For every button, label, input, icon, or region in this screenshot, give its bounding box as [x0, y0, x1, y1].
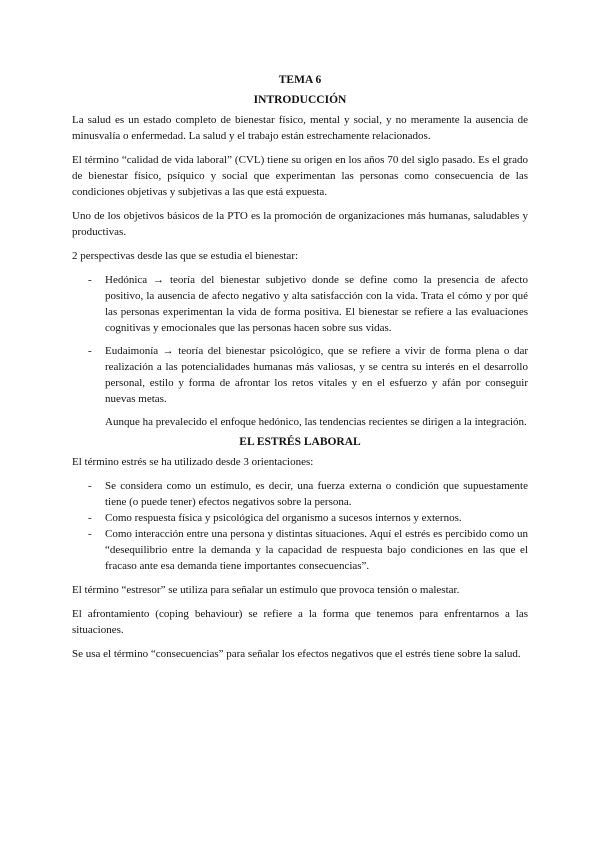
list-item-text: Hedónica → teoría del bienestar subjetivo donde se define como la presencia de afecto positivo, la ausencia de afecto negativo y alta satisfacción con la vida. Trata el cómo y por qué las personas experimentan la vida de forma positiva. El bienestar se refiere a las evaluaciones cognitivas y emocionales que las personas hacen sobre sus vidas. — [105, 274, 528, 334]
paragraph: El afrontamiento (coping behaviour) se refiere a la forma que tenemos para enfrentarnos a las situaciones. — [72, 608, 528, 636]
list-item — [72, 478, 528, 510]
list-item-text: Eudaimonía → teoría del bienestar psicológico, que se refiere a vivir de forma plena o dar realización a las potencialidades humanas más valiosas, y se centra su interés en el desarrollo personal, estilo y forma de afrontar los retos vitales y en el esfuerzo y afán por conseguir nuevas metas. — [105, 345, 528, 405]
list-item — [72, 272, 528, 336]
bullet-dash: - — [88, 512, 92, 524]
indented-note: Aunque ha prevalecido el enfoque hedónico, las tendencias recientes se dirigen a la integración. — [105, 416, 527, 428]
list-item-text: Como respuesta física y psicológica del organismo a sucesos internos y externos. — [105, 512, 462, 524]
document-title: TEMA 6 — [278, 74, 322, 86]
paragraph: La salud es un estado completo de bienestar físico, mental y social, y no meramente la ausencia de minusvalía o enfermedad. La salud y el trabajo están estrechamente relacionados. — [72, 114, 528, 142]
paragraph: El término “calidad de vida laboral” (CVL) tiene su origen en los años 70 del siglo pasado. Es el grado de bienestar físico, psíquico y social que experimentan las personas como consecuencia de las condiciones objetivas y subjetivas a las que está expuesta. — [72, 154, 528, 198]
bullet-dash: - — [88, 345, 92, 357]
paragraph: Se usa el término “consecuencias” para señalar los efectos negativos que el estrés tiene sobre la salud. — [72, 648, 521, 660]
bullet-dash: - — [88, 480, 92, 492]
orientations-list — [72, 478, 528, 574]
document-body — [72, 72, 528, 670]
bullet-dash: - — [88, 274, 92, 286]
section-heading-introduccion: INTRODUCCIÓN — [253, 94, 347, 106]
list-item — [72, 343, 528, 407]
perspectives-list — [72, 272, 528, 407]
list-item-text: Como interacción entre una persona y distintas situaciones. Aquí el estrés es percibido como un “desequilibrio entre la demanda y la capacidad de respuesta bajo condiciones en las que el fracaso ante esa demanda tiene importantes consecuencias”. — [105, 528, 528, 572]
paragraph: El término “estresor” se utiliza para señalar un estímulo que provoca tensión o malestar. — [72, 584, 460, 596]
section-heading-estres-laboral: EL ESTRÉS LABORAL — [239, 436, 361, 448]
list-item — [72, 510, 528, 526]
bullet-dash: - — [88, 528, 92, 540]
paragraph: El término estrés se ha utilizado desde 3 orientaciones: — [72, 456, 314, 468]
paragraph: 2 perspectivas desde las que se estudia el bienestar: — [72, 250, 299, 262]
paragraph: Uno de los objetivos básicos de la PTO es la promoción de organizaciones más humanas, saludables y productivas. — [72, 210, 528, 238]
list-item — [72, 526, 528, 574]
list-item-text: Se considera como un estímulo, es decir, una fuerza externa o condición que supuestamente tiene (o puede tener) efectos negativos sobre la persona. — [105, 480, 528, 508]
